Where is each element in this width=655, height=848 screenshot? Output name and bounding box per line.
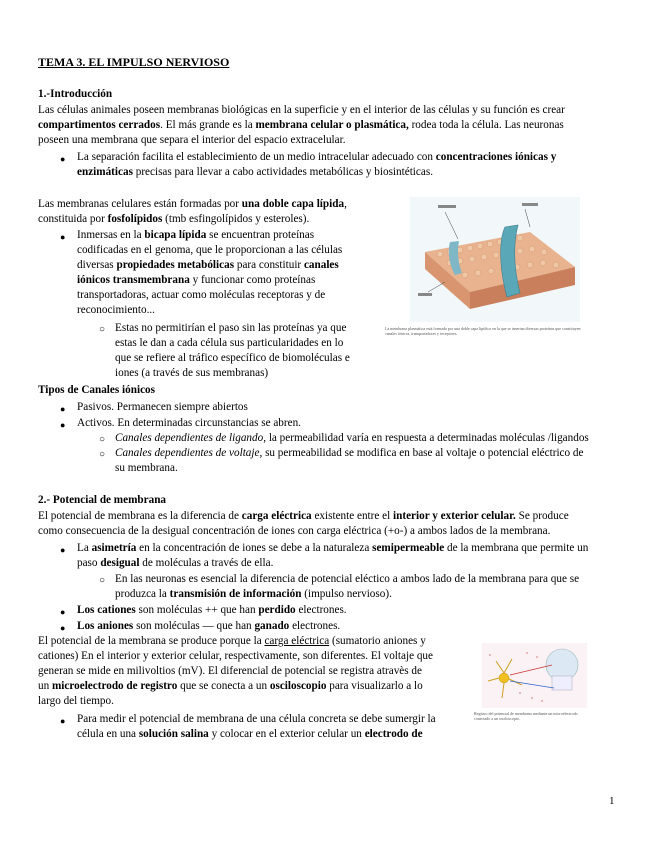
subheading-tipos-canales: Tipos de Canales iónicos <box>38 384 155 396</box>
bullet-icon: ● <box>60 232 66 242</box>
subbullet-voltaje: Canales dependientes de voltaje, su permeabilidad se modifica en base al voltaje o potencial eléctrico de su membrana. <box>115 447 584 474</box>
bullet-icon: ● <box>60 420 66 430</box>
bullet-icon: ● <box>60 623 66 633</box>
section-heading-introduccion: 1.-Introducción <box>38 88 113 100</box>
intro-paragraph: Las células animales poseen membranas biológicas en la superficie y en el interior de las células y su función es crear compartimentos cerrados. El más grande es la membrana celular o plasmática, rodea toda la célula. Las neuronas poseen una membrana que separa el interior del espacio extracelular. <box>38 104 565 146</box>
section-heading-potencial: 2.- Potencial de membrana <box>38 494 167 506</box>
subbullet-neuronas: En las neuronas es esencial la diferencia de potencial eléctico a ambos lado de la membrana para que se produzca la transmisión de información (impulso nervioso). <box>115 573 580 600</box>
membrane-diagram-image <box>410 197 580 322</box>
bullet-icon: ● <box>60 154 66 164</box>
bullet-separacion: La separación facilita el establecimiento de un medio intracelular adecuado con concentraciones iónicas y enzimáticas precisas para llevar a cabo actividades metabólicas y biosintéticas. <box>77 151 557 178</box>
subbullet-particularidades: Estas no permitirían el paso sin las proteínas ya que estas le dan a cada célula sus particularidades en lo que se refiere al tráfico específico de biomoléculas e iones (a través de sus membranas) <box>115 322 350 379</box>
bullet-cationes: Los cationes son moléculas ++ que han perdido electrones. <box>77 604 347 616</box>
membrane-paragraph: Las membranas celulares están formadas por una doble capa lípida, constituida por fosfolípidos (tmb esfingolípidos y esteroles). <box>38 198 347 225</box>
bullet-aniones: Los aniones son moléculas — que han ganado electrones. <box>77 620 341 632</box>
bullet-medir: Para medir el potencial de membrana de una célula concreta se debe sumergir la célula en una solución salina y colocar en el exterior celular un electrodo de <box>77 713 436 740</box>
bullet-bicapa: Inmersas en la bicapa lípida se encuentran proteínas codificadas en el genoma, que le proporcionan a las células diversas propiedades metabólicas para constituir canales iónicos transmembrana y funcionar como proteínas transportadoras, actuar como moléculas receptoras y de reconocimiento... <box>77 229 343 316</box>
bullet-icon: ● <box>60 716 66 726</box>
bullet-activos: Activos. En determinadas circunstancias se abren. <box>77 417 301 429</box>
page-title: TEMA 3. EL IMPULSO NERVIOSO <box>38 55 230 69</box>
circle-bullet-icon: ○ <box>99 449 106 460</box>
membrane-image-caption: La membrana plasmática está formada por una doble capa lipídica en la que se insertan diversas proteínas que constituyen canales iónicos, transportadores y receptores. <box>385 326 581 336</box>
bullet-icon: ● <box>60 404 66 414</box>
bullet-icon: ● <box>60 607 66 617</box>
bullet-pasivos: Pasivos. Permanecen siempre abiertos <box>77 401 248 413</box>
bullet-icon: ● <box>60 545 66 555</box>
circle-bullet-icon: ○ <box>99 324 106 335</box>
subbullet-ligando: Canales dependientes de ligando, la permeabilidad varía en respuesta a determinadas moléculas /ligandos <box>115 432 589 444</box>
potencial-paragraph: El potencial de membrana es la diferencia de carga eléctrica existente entre el interior y exterior celular. Se produce como consecuencia de la desigual concentración de iones con carga eléctrica (+o-) a ambos lados de la membrana. <box>38 510 569 537</box>
circle-bullet-icon: ○ <box>99 575 106 586</box>
microelectrode-image-caption: Registro del potencial de membrana mediante un microelectrodo conectado a un osciloscopio. <box>474 711 578 721</box>
page-number: 1 <box>609 795 615 807</box>
microelectrode-diagram-image <box>482 643 587 708</box>
potencial-paragraph-2: El potencial de la membrana se produce porque la carga eléctrica (sumatorio aniones y cationes) En el interior y exterior celular, respectivamente, son diferentes. El voltaje que generan se mide en milivoltios (mV). El diferencial de potencial se registra atravès de un microelectrodo de registro que se conecta a un osciloscopio para visualizarlo a lo largo del tiempo. <box>38 635 433 707</box>
bullet-asimetria: La asimetría en la concentración de iones se debe a la naturaleza semipermeable de la membrana que permite un paso desigual de moléculas a través de ella. <box>77 542 589 569</box>
circle-bullet-icon: ○ <box>99 434 106 445</box>
